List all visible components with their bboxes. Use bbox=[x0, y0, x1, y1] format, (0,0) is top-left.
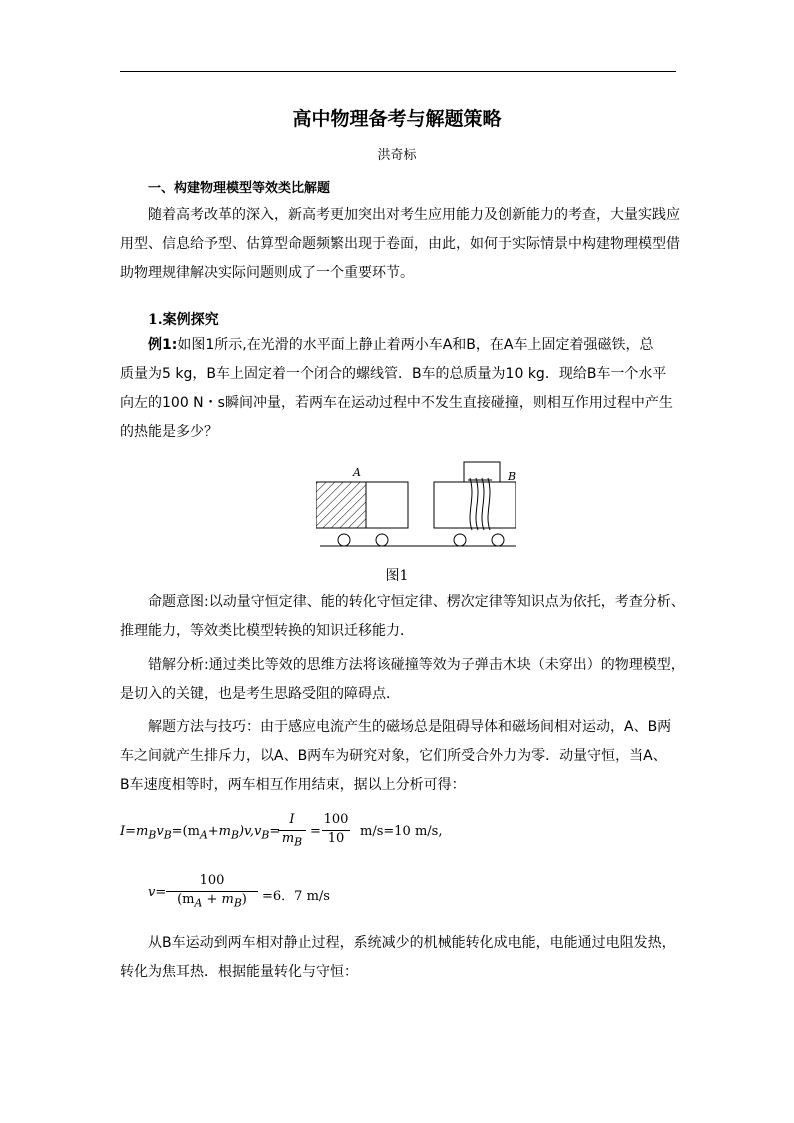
fraction-numerator: I bbox=[289, 812, 295, 827]
eq1-sub: B bbox=[148, 828, 157, 842]
conclusion-line: 从B车运动到两车相对静止过程，系统减少的机械能转化成电能，电能通过电阻发热， bbox=[148, 935, 676, 951]
fraction-numerator: 100 bbox=[323, 812, 349, 827]
eq1-fraction-2 bbox=[322, 812, 350, 851]
method-paragraph bbox=[120, 713, 676, 800]
fraction-denominator: ) bbox=[241, 892, 247, 907]
intro-line: 用型、信息给予型、估算型命题频繁出现于卷面，由此，如何于实际情景中构建物理模型借 bbox=[120, 236, 680, 252]
label-b: B bbox=[508, 470, 516, 483]
fraction-sub: B bbox=[233, 896, 242, 910]
intro-paragraph bbox=[120, 201, 680, 288]
intro-line: 随着高考改革的深入，新高考更加突出对考生应用能力及创新能力的考查，大量实践应 bbox=[148, 207, 680, 223]
example-line: 向左的100 N・s瞬间冲量，若两车在运动过程中不发生直接碰撞，则相互作用过程中产生 bbox=[120, 395, 673, 411]
fraction-denominator: m bbox=[281, 831, 295, 846]
cart-a-wheel bbox=[338, 534, 350, 546]
fraction-denominator: 10 bbox=[322, 830, 350, 851]
cart-b-body bbox=[434, 482, 516, 528]
conclusion-paragraph bbox=[120, 929, 676, 987]
eq1-fraction-1 bbox=[278, 812, 306, 851]
method-line: 车之间就产生排斥力，以A、B两车为研究对象，它们所受合外力为零．动量守恒，当A、 bbox=[120, 748, 667, 764]
eq1-text: )v,v bbox=[238, 824, 262, 839]
eq2-fraction bbox=[166, 873, 258, 912]
header-rule bbox=[120, 71, 676, 72]
error-line: 是切入的关键，也是考生思路受阻的障碍点． bbox=[120, 686, 400, 702]
error-line: 错解分析:通过类比等效的思维方法将该碰撞等效为子弹击木块（未穿出）的物理模型， bbox=[148, 657, 685, 673]
figure-caption: 图1 bbox=[385, 568, 409, 584]
subsection-heading: 1.案例探究 bbox=[148, 312, 219, 328]
fraction-denominator: (m bbox=[177, 892, 195, 907]
intro-line: 助物理规律解决实际问题则成了一个重要环节。 bbox=[120, 265, 414, 281]
eq1-text: =(m bbox=[171, 824, 200, 839]
eq2-result: =6．7 m/s bbox=[262, 889, 330, 904]
eq1-sub: B bbox=[261, 828, 270, 842]
equation-momentum bbox=[120, 812, 540, 856]
eq1-equals: = bbox=[310, 824, 321, 839]
magnet-hatched bbox=[316, 482, 366, 528]
cart-b-wheel bbox=[492, 534, 504, 546]
method-line: 解题方法与技巧：由于感应电流产生的磁场总是阻碍导体和磁场间相对运动，A、B两 bbox=[148, 719, 672, 735]
example-paragraph bbox=[120, 331, 676, 447]
fraction-sub: A bbox=[194, 896, 203, 910]
example-line: 如图1所示,在光滑的水平面上静止着两小车A和B，在A车上固定着强磁铁，总 bbox=[177, 337, 654, 353]
eq1-text: +m bbox=[207, 824, 232, 839]
example-line: 质量为5 kg，B车上固定着一个闭合的螺线管．B车的总质量为10 kg．现给B车一个水平 bbox=[120, 366, 667, 382]
eq1-sub: B bbox=[231, 828, 239, 842]
author: 洪奇标 bbox=[377, 148, 417, 163]
conclusion-line: 转化为焦耳热．根据能量转化与守恒： bbox=[120, 964, 358, 980]
eq1-text: = bbox=[269, 824, 281, 839]
equation-velocity bbox=[148, 873, 408, 917]
fraction-numerator: 100 bbox=[199, 873, 225, 888]
eq1-sub: A bbox=[199, 828, 208, 842]
cart-a-wheel bbox=[376, 534, 388, 546]
example-label: 例1: bbox=[148, 337, 178, 353]
eq1-sub: B bbox=[163, 828, 172, 842]
method-line: B车速度相等时，两车相互作用结束，据以上分析可得： bbox=[120, 777, 466, 793]
figure-two-carts bbox=[316, 458, 516, 550]
intent-line: 推理能力，等效类比模型转换的知识迁移能力． bbox=[120, 623, 414, 639]
fraction-sub: B bbox=[294, 835, 303, 849]
eq1-result: m/s=10 m/s, bbox=[360, 824, 443, 839]
eq2-lhs: v= bbox=[148, 885, 167, 900]
section-heading: 一、构建物理模型等效类比解题 bbox=[148, 181, 331, 196]
eq1-text: v bbox=[156, 824, 164, 839]
page-title: 高中物理备考与解题策略 bbox=[292, 108, 502, 130]
intent-paragraph bbox=[120, 588, 685, 646]
error-analysis-paragraph bbox=[120, 651, 685, 709]
cart-b-wheel bbox=[454, 534, 466, 546]
eq1-text: I=m bbox=[120, 824, 149, 839]
label-a: A bbox=[353, 466, 361, 479]
example-line: 的热能是多少？ bbox=[120, 424, 218, 440]
intent-line: 命题意图:以动量守恒定律、能的转化守恒定律、楞次定律等知识点为依托，考查分析、 bbox=[148, 594, 685, 610]
fraction-denominator: + m bbox=[202, 892, 234, 907]
